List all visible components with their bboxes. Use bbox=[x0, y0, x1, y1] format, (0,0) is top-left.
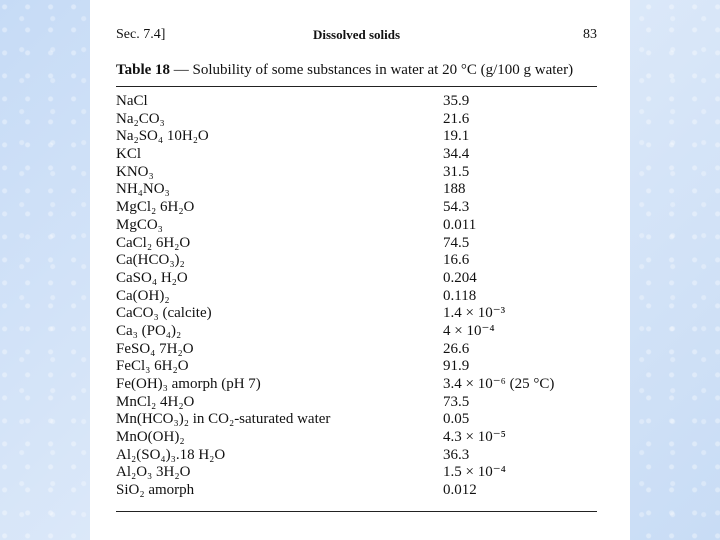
substance-name: FeSO₄ 7H₂O bbox=[116, 340, 194, 357]
substance-name: MnCl₂ 4H₂O bbox=[116, 393, 195, 410]
table-row bbox=[116, 358, 606, 376]
substance-name: KNO₃ bbox=[116, 163, 154, 180]
solubility-value: 0.204 bbox=[443, 269, 477, 286]
substance-name: NH₄NO₃ bbox=[116, 181, 170, 198]
table-bottom-rule bbox=[116, 511, 597, 512]
table-row bbox=[116, 199, 606, 217]
running-title: Dissolved solids bbox=[312, 27, 401, 42]
substance-name: Ca(HCO₃)₂ bbox=[116, 252, 185, 269]
page-number: 83 bbox=[583, 27, 597, 42]
table-body bbox=[116, 93, 606, 500]
solubility-value: 1.5 × 10⁻⁴ bbox=[443, 464, 506, 481]
table-row bbox=[116, 93, 606, 111]
table-row bbox=[116, 482, 606, 500]
table-row bbox=[116, 270, 606, 288]
table-row bbox=[116, 429, 606, 447]
solubility-value: 1.4 × 10⁻³ bbox=[443, 305, 506, 322]
solubility-value: 3.4 × 10⁻⁶ (25 °C) bbox=[443, 376, 555, 392]
table-row bbox=[116, 447, 606, 465]
substance-name: Al₂(SO₄)₃.18 H₂O bbox=[116, 446, 226, 463]
substance-name: Ca(OH)₂ bbox=[116, 287, 170, 304]
table-label: Table 18 bbox=[116, 62, 171, 78]
table-row bbox=[116, 146, 606, 164]
solubility-value: 35.9 bbox=[443, 93, 470, 109]
substance-name: CaCO₃ (calcite) bbox=[116, 305, 212, 322]
table-row bbox=[116, 323, 606, 341]
table-row bbox=[116, 376, 606, 394]
solubility-value: 36.3 bbox=[443, 446, 470, 463]
solubility-value: 21.6 bbox=[443, 110, 470, 127]
substance-name: Mn(HCO₃)₂ in CO₂-saturated water bbox=[116, 411, 331, 428]
solubility-value: 54.3 bbox=[443, 199, 470, 216]
table-row bbox=[116, 128, 606, 146]
table-row bbox=[116, 164, 606, 182]
solubility-value: 0.011 bbox=[443, 216, 477, 233]
document-page bbox=[90, 0, 630, 540]
solubility-value: 31.5 bbox=[443, 163, 470, 180]
table-row bbox=[116, 464, 606, 482]
solubility-value: 0.05 bbox=[443, 411, 470, 428]
substance-name: Na₂CO₃ bbox=[116, 110, 165, 127]
solubility-value: 4 × 10⁻⁴ bbox=[443, 322, 495, 339]
table-caption-text: — Solubility of some substances in water at 20 °C (g/100 g water) bbox=[170, 62, 574, 78]
substance-name: FeCl₃ 6H₂O bbox=[116, 358, 189, 375]
solubility-value: 26.6 bbox=[443, 340, 470, 357]
table-row bbox=[116, 111, 606, 129]
table-row bbox=[116, 411, 606, 429]
table-row bbox=[116, 235, 606, 253]
table-row bbox=[116, 305, 606, 323]
substance-name: MgCl₂ 6H₂O bbox=[116, 199, 195, 216]
table-row bbox=[116, 181, 606, 199]
substance-name: NaCl bbox=[116, 93, 148, 109]
solubility-value: 188 bbox=[443, 181, 466, 198]
substance-name: MnO(OH)₂ bbox=[116, 429, 185, 446]
solubility-value: 73.5 bbox=[443, 393, 470, 410]
table-row bbox=[116, 217, 606, 235]
solubility-value: 19.1 bbox=[443, 128, 470, 145]
table-caption bbox=[116, 62, 606, 79]
substance-name: CaSO₄ H₂O bbox=[116, 269, 188, 286]
solubility-value: 34.4 bbox=[443, 146, 470, 163]
substance-name: SiO₂ amorph bbox=[116, 482, 195, 499]
substance-name: Ca₃ (PO₄)₂ bbox=[116, 322, 182, 339]
table-top-rule bbox=[116, 86, 597, 87]
table-row bbox=[116, 288, 606, 306]
table-row bbox=[116, 394, 606, 412]
solubility-value: 0.012 bbox=[443, 482, 477, 499]
substance-name: Al₂O₃ 3H₂O bbox=[116, 464, 191, 481]
substance-name: CaCl₂ 6H₂O bbox=[116, 234, 191, 251]
substance-name: Fe(OH)₃ amorph (pH 7) bbox=[116, 376, 261, 392]
solubility-value: 0.118 bbox=[443, 287, 477, 304]
substance-name: Na₂SO₄ 10H₂O bbox=[116, 128, 209, 145]
section-reference: Sec. 7.4] bbox=[116, 27, 166, 42]
substance-name: KCl bbox=[116, 146, 142, 163]
page-header bbox=[116, 27, 597, 47]
table-row bbox=[116, 341, 606, 359]
table-row bbox=[116, 252, 606, 270]
solubility-value: 16.6 bbox=[443, 252, 470, 269]
solubility-value: 91.9 bbox=[443, 358, 470, 375]
substance-name: MgCO₃ bbox=[116, 216, 163, 233]
solubility-value: 74.5 bbox=[443, 234, 470, 251]
solubility-value: 4.3 × 10⁻⁵ bbox=[443, 429, 506, 446]
